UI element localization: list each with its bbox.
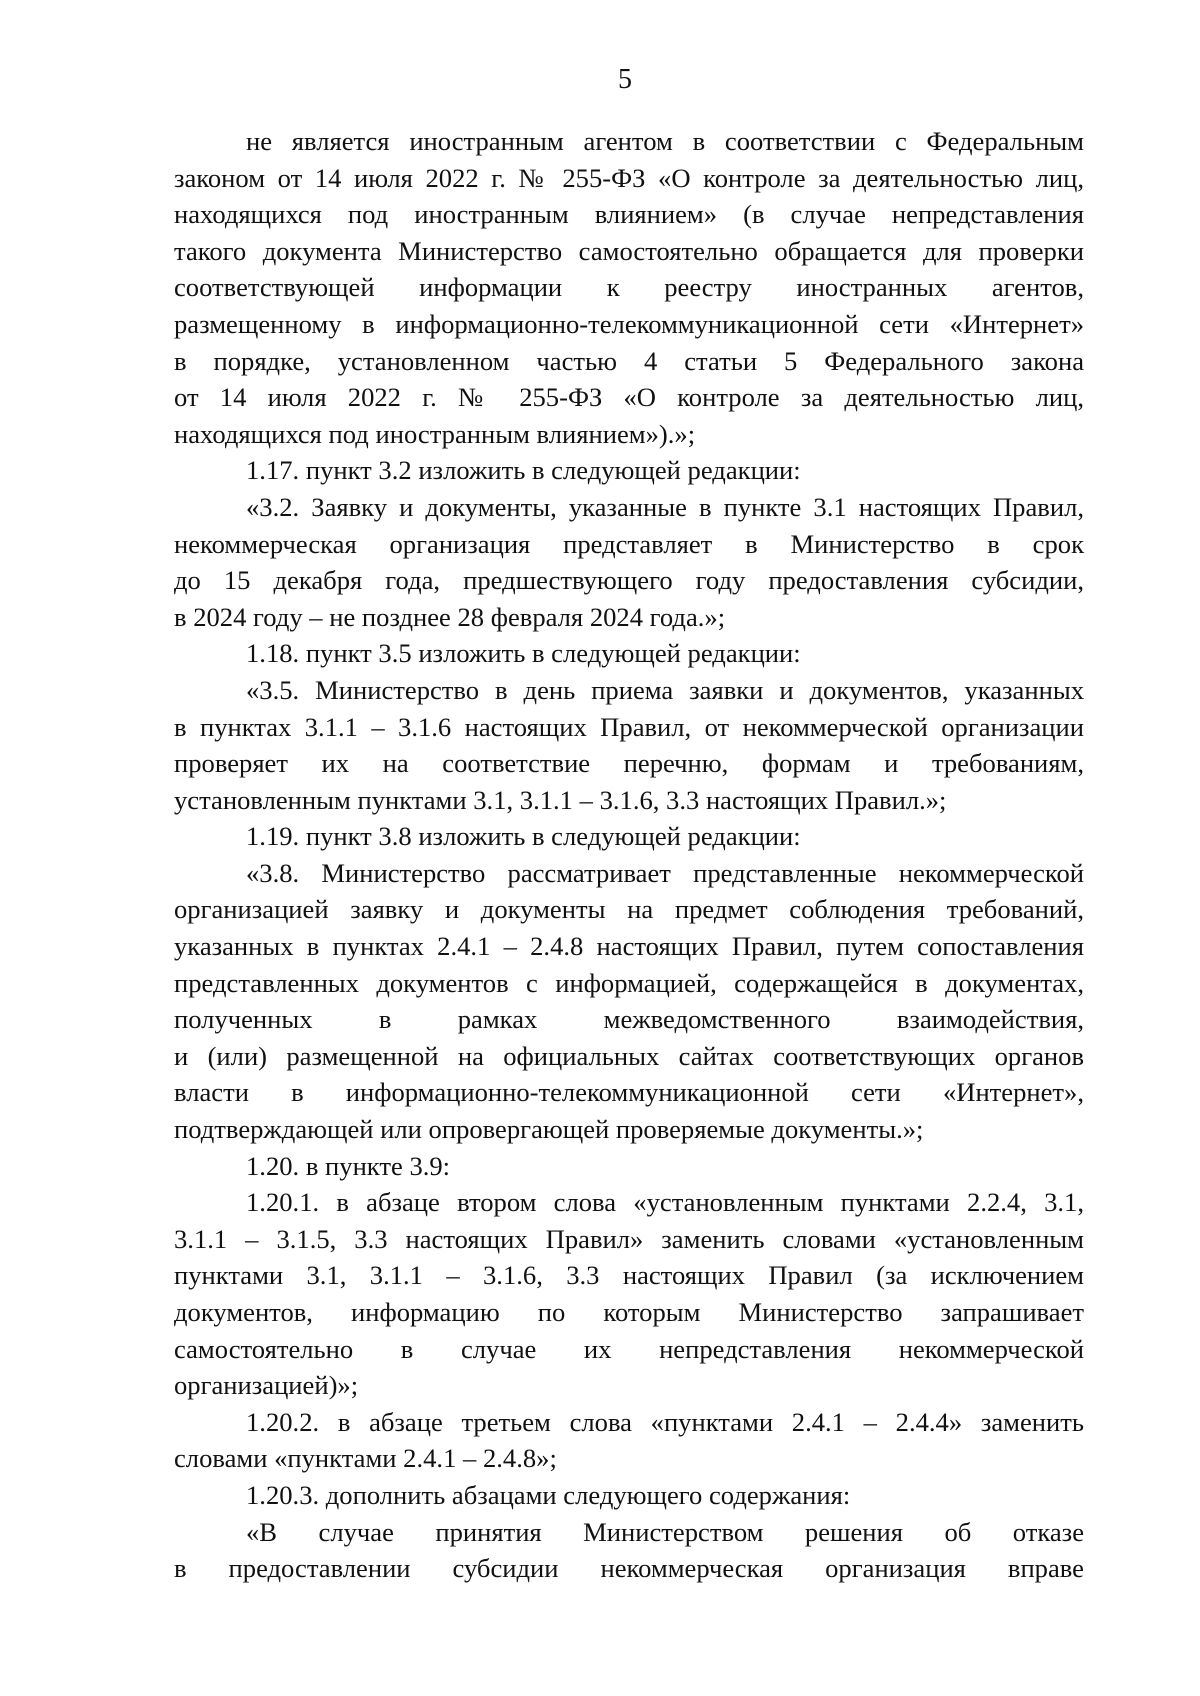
- text-line: указанных в пунктах 2.4.1 – 2.4.8 настоящих Правил, путем сопоставления: [174, 931, 1084, 962]
- text-line: 1.20.3. дополнить абзацами следующего содержания:: [246, 1479, 851, 1510]
- text-line: некоммерческая организация представляет в Министерство в срок: [174, 528, 1084, 559]
- text-line: пунктами 3.1, 3.1.1 – 3.1.6, 3.3 настоящих Правил (за исключением: [174, 1260, 1084, 1291]
- text-line: в 2024 году – не позднее 28 февраля 2024 года.»;: [174, 601, 726, 632]
- text-line: «В случае принятия Министерством решения об отказе: [246, 1516, 1084, 1547]
- page-number: 5: [618, 64, 632, 95]
- text-line: соответствующей информации к реестру иностранных агентов,: [174, 272, 1084, 303]
- text-line: документов, информацию по которым Министерство запрашивает: [174, 1297, 1084, 1327]
- text-line: «3.8. Министерство рассматривает представленные некоммерческой: [246, 857, 1084, 888]
- text-line: и (или) размещенной на официальных сайтах соответствующих органов: [174, 1040, 1084, 1071]
- text-line: организацией заявку и документы на предмет соблюдения требований,: [174, 894, 1084, 925]
- text-line: 1.17. пункт 3.2 изложить в следующей редакции:: [246, 455, 801, 486]
- text-line: в пунктах 3.1.1 – 3.1.6 настоящих Правил, от некоммерческой организации: [174, 711, 1084, 742]
- text-line: организацией)»;: [174, 1370, 359, 1401]
- text-line: установленным пунктами 3.1, 3.1.1 – 3.1.6, 3.3 настоящих Правил.»;: [174, 784, 947, 815]
- text-line: власти в информационно-телекоммуникационной сети «Интернет»,: [174, 1077, 1084, 1108]
- text-line: в порядке, установленном частью 4 статьи 5 Федерального закона: [174, 345, 1084, 376]
- text-line: размещенному в информационно-телекоммуникационной сети «Интернет»: [174, 308, 1084, 339]
- text-line: «3.5. Министерство в день приема заявки и документов, указанных: [246, 674, 1084, 705]
- text-line: находящихся под иностранным влиянием»).»;: [174, 418, 696, 449]
- text-line: не является иностранным агентом в соответствии с Федеральным: [246, 126, 1084, 156]
- text-line: словами «пунктами 2.4.1 – 2.4.8»;: [174, 1443, 557, 1474]
- text-line: 1.20. в пункте 3.9:: [246, 1150, 451, 1181]
- text-line: законом от 14 июля 2022 г. № 255-ФЗ «О контроле за деятельностью лиц,: [174, 162, 1084, 193]
- text-line: 1.20.1. в абзаце втором слова «установленным пунктами 2.2.4, 3.1,: [246, 1187, 1084, 1218]
- text-line: в предоставлении субсидии некоммерческая организация вправе: [174, 1553, 1084, 1584]
- text-line: 1.20.2. в абзаце третьем слова «пунктами 2.4.1 – 2.4.4» заменить: [246, 1406, 1084, 1437]
- text-line: 1.18. пункт 3.5 изложить в следующей редакции:: [246, 638, 801, 669]
- text-line: находящихся под иностранным влиянием» (в случае непредставления: [174, 199, 1084, 230]
- text-line: представленных документов с информацией, содержащейся в документах,: [174, 967, 1084, 998]
- text-line: «3.2. Заявку и документы, указанные в пункте 3.1 настоящих Правил,: [246, 491, 1084, 522]
- text-line: такого документа Министерство самостоятельно обращается для проверки: [174, 235, 1084, 266]
- text-line: 3.1.1 – 3.1.5, 3.3 настоящих Правил» заменить словами «установленным: [174, 1223, 1084, 1254]
- text-line: самостоятельно в случае их непредставления некоммерческой: [174, 1333, 1084, 1364]
- text-line: до 15 декабря года, предшествующего году предоставления субсидии,: [174, 565, 1084, 596]
- text-line: проверяет их на соответствие перечню, формам и требованиям,: [174, 748, 1084, 779]
- text-line: 1.19. пункт 3.8 изложить в следующей редакции:: [246, 821, 801, 852]
- text-line: подтверждающей или опровергающей проверяемые документы.»;: [174, 1114, 924, 1145]
- document-body: [174, 123, 1084, 1587]
- text-line: полученных в рамках межведомственного взаимодействия,: [174, 1004, 1084, 1035]
- text-line: от 14 июля 2022 г. № 255-ФЗ «О контроле за деятельностью лиц,: [174, 382, 1084, 413]
